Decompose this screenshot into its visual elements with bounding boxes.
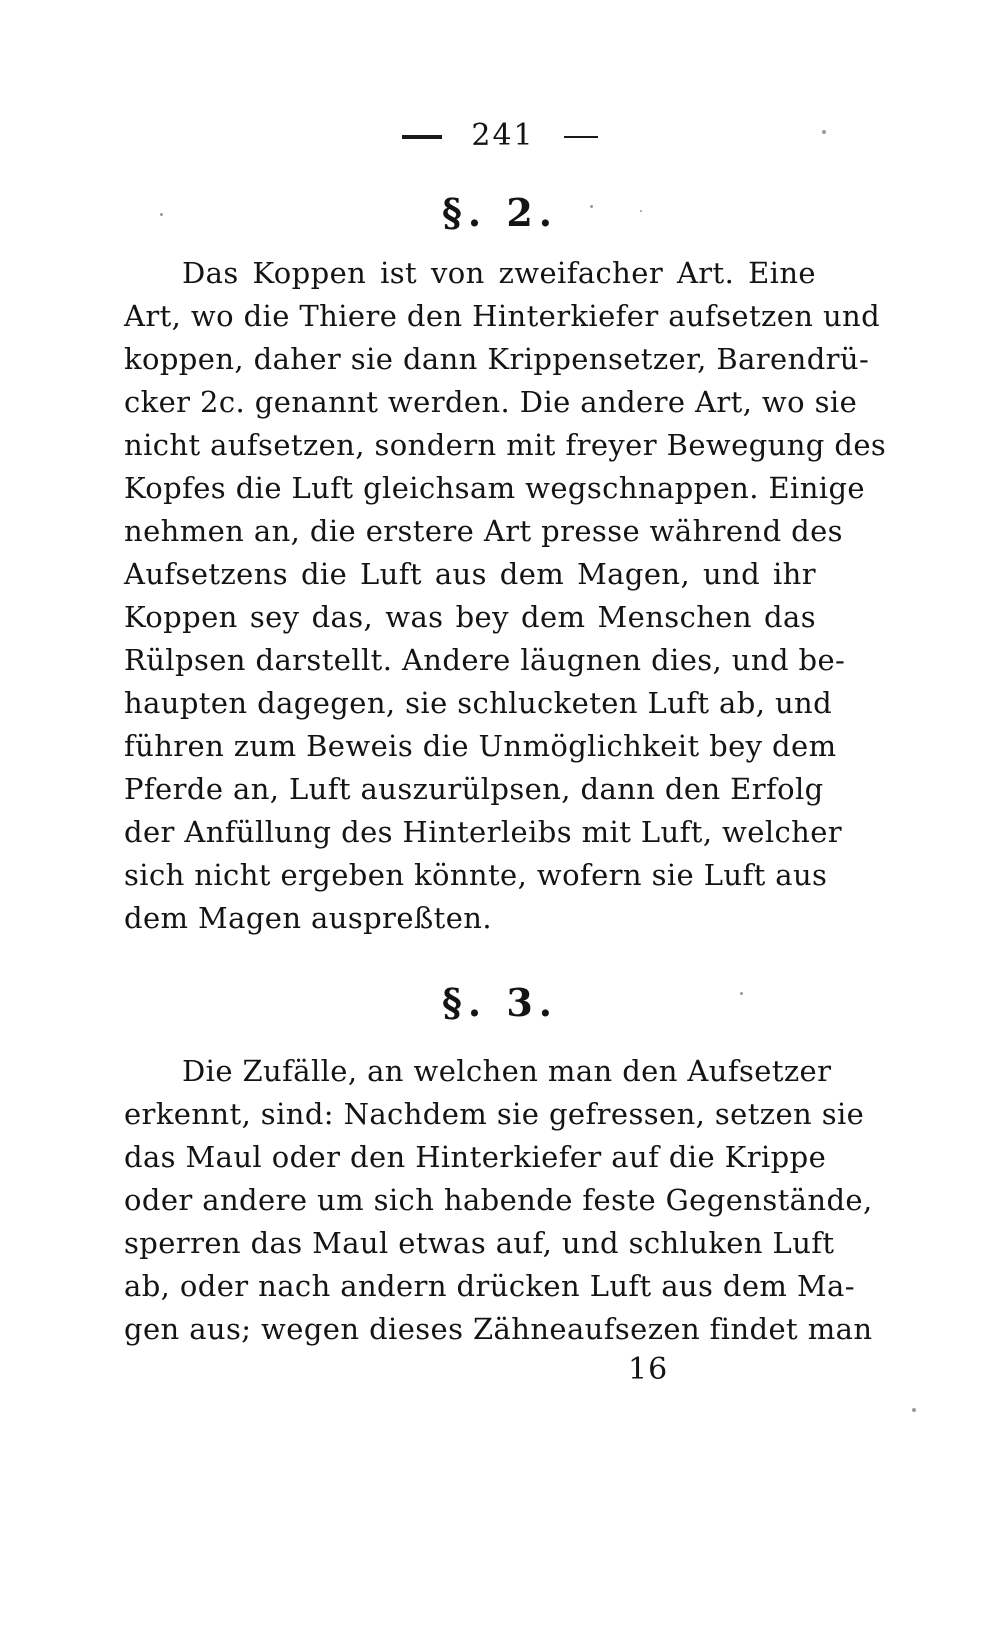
text-line: sperren das Maul etwas auf, und schluken Luft <box>124 1226 835 1260</box>
text-line: haupten dagegen, sie schlucketen Luft ab, und <box>124 686 833 720</box>
text-line: Rülpsen darstellt. Andere läugnen dies, und be- <box>124 643 846 677</box>
text-line: das Maul oder den Hinterkiefer auf die Krippe <box>124 1140 827 1174</box>
text-line: Kopfes die Luft gleichsam wegschnappen. Einige <box>124 471 865 505</box>
text-line: Das Koppen ist von zweifacher Art. Eine <box>182 256 816 290</box>
text-line: Aufsetzens die Luft aus dem Magen, und ihr <box>124 557 816 591</box>
running-head <box>0 118 1000 153</box>
print-speck <box>912 1408 916 1412</box>
section-heading-2: §. 2. <box>441 190 558 235</box>
text-line: oder andere um sich habende feste Gegenstände, <box>124 1183 873 1217</box>
paragraph-section-3 <box>124 1050 873 1351</box>
signature-mark: 16 <box>628 1352 669 1387</box>
print-speck <box>590 205 593 208</box>
print-speck <box>822 130 826 134</box>
rule-left <box>402 135 442 139</box>
text-line: der Anfüllung des Hinterleibs mit Luft, welcher <box>124 815 843 849</box>
text-line: führen zum Beweis die Unmöglichkeit bey dem <box>124 729 837 763</box>
print-speck <box>640 210 642 212</box>
text-line: dem Magen auspreßten. <box>124 901 492 935</box>
section-heading-3: §. 3. <box>441 980 558 1025</box>
text-line: koppen, daher sie dann Krippensetzer, Barendrü- <box>124 342 870 376</box>
page-number: 241 <box>471 118 535 153</box>
text-line: nicht aufsetzen, sondern mit freyer Bewegung des <box>124 428 887 462</box>
paragraph-section-2 <box>124 252 887 940</box>
text-line: Die Zufälle, an welchen man den Aufsetzer <box>182 1054 832 1088</box>
text-line: nehmen an, die erstere Art presse während des <box>124 514 843 548</box>
text-line: Pferde an, Luft auszurülpsen, dann den Erfolg <box>124 772 824 806</box>
text-line: Koppen sey das, was bey dem Menschen das <box>124 600 816 634</box>
text-line: sich nicht ergeben könnte, wofern sie Luft aus <box>124 858 828 892</box>
print-speck <box>740 992 743 995</box>
rule-right <box>564 136 598 138</box>
text-line: cker 2c. genannt werden. Die andere Art, wo sie <box>124 385 858 419</box>
text-line: ab, oder nach andern drücken Luft aus dem Ma- <box>124 1269 855 1303</box>
print-speck <box>160 213 163 216</box>
text-line: gen aus; wegen dieses Zähneaufsezen findet man <box>124 1312 873 1346</box>
text-line: erkennt, sind: Nachdem sie gefressen, setzen sie <box>124 1097 865 1131</box>
text-line: Art, wo die Thiere den Hinterkiefer aufsetzen und <box>124 299 881 333</box>
